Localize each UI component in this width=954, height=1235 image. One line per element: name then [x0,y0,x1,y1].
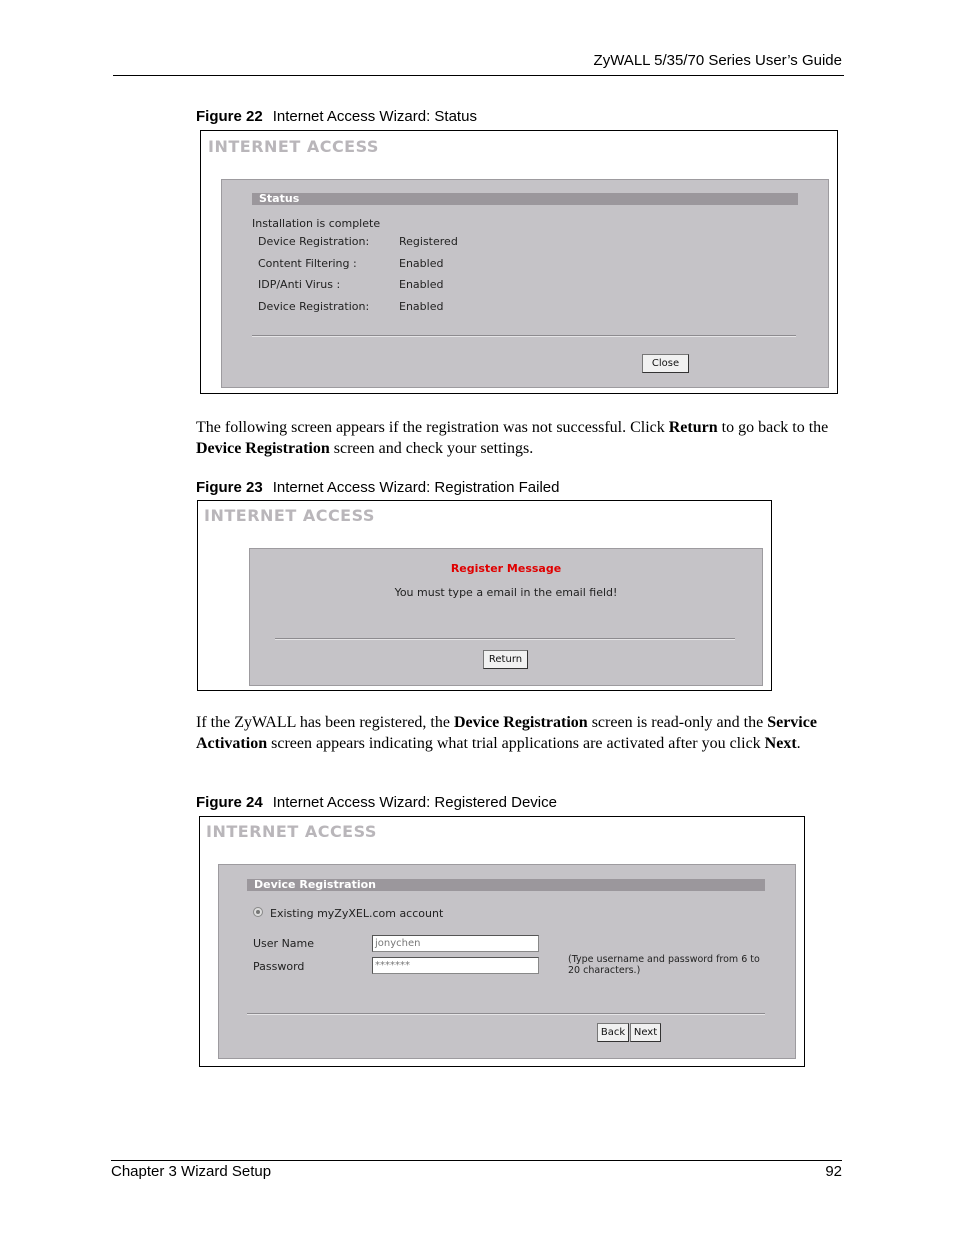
window-title: INTERNET ACCESS [204,506,375,525]
status-row-value: Enabled [399,257,444,270]
status-row-label: Device Registration: [258,235,370,248]
page-footer [111,1160,842,1180]
text: screen appears indicating what trial applications are activated after you click [267,735,765,752]
bold-term: Device Registration [453,714,588,731]
figure-24-caption [196,794,557,811]
next-button[interactable]: Next [630,1023,661,1042]
device-registration-panel [218,864,796,1059]
password-hint-line1: (Type username and password from 6 to [568,954,760,965]
figure-caption-text: Internet Access Wizard: Registration Failed [272,479,560,496]
text: . [796,735,801,752]
divider [275,638,735,640]
bold-term: Next [764,735,797,752]
text: screen is read-only and the [587,714,768,731]
bold-term: Return [668,419,718,436]
username-field[interactable]: jonychen [372,935,539,952]
status-row-value: Registered [399,235,458,248]
status-panel [221,179,829,388]
register-message-panel [249,548,763,686]
text: If the ZyWALL has been registered, the [196,714,454,731]
figure-22-screenshot [200,130,838,394]
status-section-bar: Status [252,193,798,205]
register-message-title: Register Message [450,562,562,575]
figure-caption-text: Internet Access Wizard: Registered Device [272,794,557,811]
window-title: INTERNET ACCESS [206,822,377,841]
figure-23-caption [196,479,559,496]
installation-complete-text: Installation is complete [252,217,381,230]
status-row-label: Content Filtering : [258,257,357,270]
password-label: Password [253,960,305,973]
divider [252,335,796,337]
figure-24-screenshot [199,816,805,1067]
paragraph-2 [196,712,844,754]
figure-label: Figure 24 [196,794,263,811]
text: to go back to the [717,419,829,436]
figure-caption-text: Internet Access Wizard: Status [272,108,477,125]
device-registration-section-bar: Device Registration [247,879,765,891]
page-number: 92 [825,1163,842,1180]
chapter-title: Chapter 3 Wizard Setup [111,1163,272,1180]
status-row-value: Enabled [399,300,444,313]
existing-account-radio[interactable] [253,907,263,917]
text: The following screen appears if the registration was not successful. Click [196,419,669,436]
status-row-value: Enabled [399,278,444,291]
guide-title: ZyWALL 5/35/70 Series User’s Guide [593,52,842,69]
username-label: User Name [253,937,315,950]
window-title: INTERNET ACCESS [208,137,379,156]
password-hint-line2: 20 characters.) [568,965,641,976]
status-row-label: Device Registration: [258,300,370,313]
return-button[interactable]: Return [483,650,528,669]
bold-term: Device Registration [196,440,330,457]
register-message-text: You must type a email in the email field! [394,586,618,599]
figure-23-screenshot [197,500,772,691]
existing-account-label: Existing myZyXEL.com account [270,907,444,920]
status-row-label: IDP/Anti Virus : [258,278,341,291]
text: screen and check your settings. [329,440,534,457]
page-header [113,0,844,76]
password-field[interactable]: ******* [372,957,539,974]
figure-label: Figure 23 [196,479,263,496]
figure-label: Figure 22 [196,108,263,125]
close-button[interactable]: Close [642,354,689,373]
bold-term: Service Activation [196,714,817,752]
figure-22-caption [196,108,477,125]
back-button[interactable]: Back [597,1023,629,1042]
divider [247,1013,765,1015]
paragraph-1 [196,417,844,459]
